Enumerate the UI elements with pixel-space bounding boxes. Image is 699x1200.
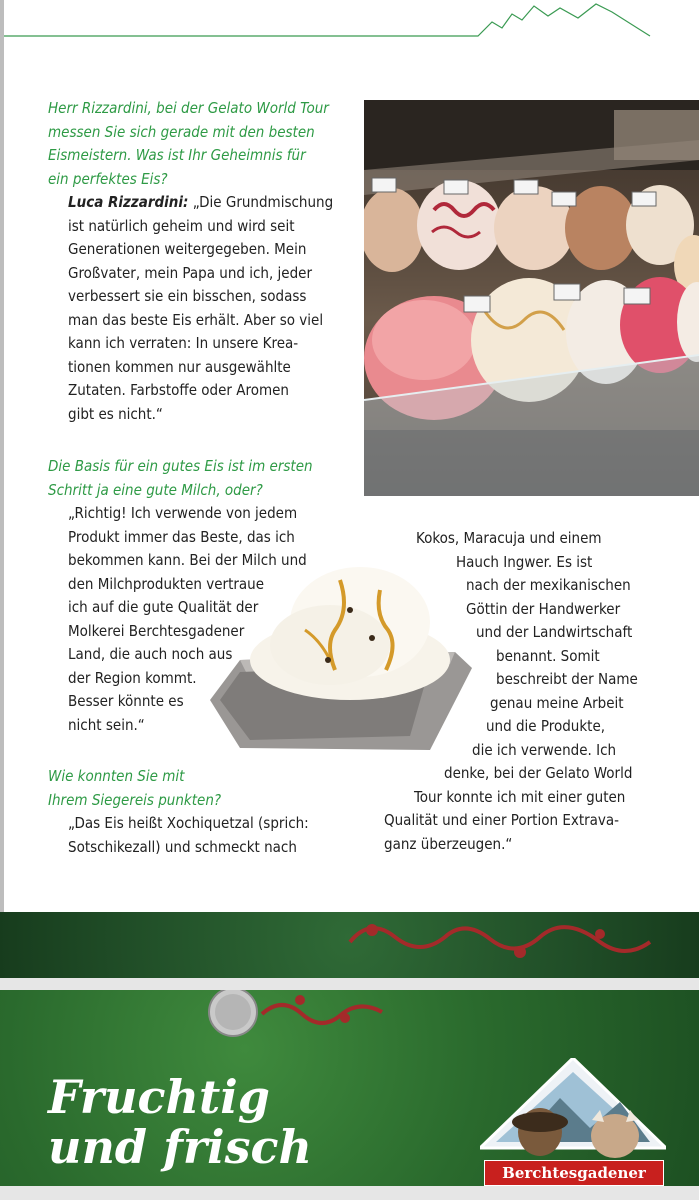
answer-1-opening: „Die Grundmischung [188, 193, 334, 211]
ice-cream-display-photo [364, 100, 699, 496]
col2-line: Göttin der Handwerker [466, 599, 621, 618]
answer-1-first-line [68, 191, 333, 215]
ice-cream-tub-photo [210, 560, 480, 760]
headline-line-1: Fruchtig [48, 1070, 270, 1124]
brand-name: Berchtesgadener [484, 1160, 664, 1186]
question-2: Die Basis für ein gutes Eis ist im ersten Schritt ja eine gute Milch, oder? [48, 457, 313, 499]
question-1: Herr Rizzardini, bei der Gelato World Tour messen Sie sich gerade mit den besten Eismeistern. Was ist Ihr Geheimnis für ein perfektes Eis? [48, 99, 329, 188]
col2-line: und der Landwirtschaft [476, 623, 633, 641]
mountain-line-decoration [0, 0, 699, 50]
answer-3-text: „Das Eis heißt Xochiquetzal (sprich: Sotschikezall) und schmeckt nach [68, 814, 309, 856]
speaker-name: Luca Rizzardini: [68, 193, 189, 211]
question-3: Wie konnten Sie mit Ihrem Siegereis punkten? [48, 767, 222, 809]
answer-2-text: „Richtig! Ich verwende von jedem Produkt immer das Beste, das ich bekommen kann. Bei der Milch und den Milchprodukten vertraue ich auf die gute Qualität der Molkerei Berchtesgadener Land, die auch noch aus der Region kommt. Besser könnte es nicht sein.“ [68, 504, 307, 734]
band-separator [0, 978, 699, 990]
col2-line: genau meine Arbeit [490, 693, 624, 712]
answer-1-text: ist natürlich geheim und wird seit Generationen weitergegeben. Mein Großvater, mein Papa und ich, jeder verbessert sie ein bisschen, sodass man das beste Eis erhält. Aber so viel kann ich verraten: In unsere Krea- tionen kommen nur ausgewählte Zutaten. Farbstoffe oder Aromen gibt es nicht.“ [68, 216, 324, 423]
grass-banner-top [0, 912, 699, 978]
col2-line: benannt. Somit [496, 646, 600, 665]
col2-line: ganz überzeugen.“ [384, 834, 513, 853]
col2-line: Qualität und einer Portion Extrava- [384, 811, 620, 829]
col2-line: Kokos, Maracuja und einem [416, 529, 602, 547]
col2-line: denke, bei der Gelato World [444, 764, 633, 782]
col2-line: nach der mexikanischen [466, 576, 631, 594]
col2-line: beschreibt der Name [496, 670, 638, 688]
col2-line: Tour konnte ich mit einer guten [414, 787, 626, 806]
page-bottom-edge [0, 1186, 699, 1200]
col2-line: die ich verwende. Ich [472, 740, 617, 759]
col2-line: Hauch Ingwer. Es ist [456, 552, 593, 571]
ad-headline [48, 1072, 312, 1172]
coin-icon [204, 990, 262, 1040]
col2-line: und die Produkte, [486, 717, 606, 735]
headline-line-2: und frisch [48, 1120, 312, 1174]
